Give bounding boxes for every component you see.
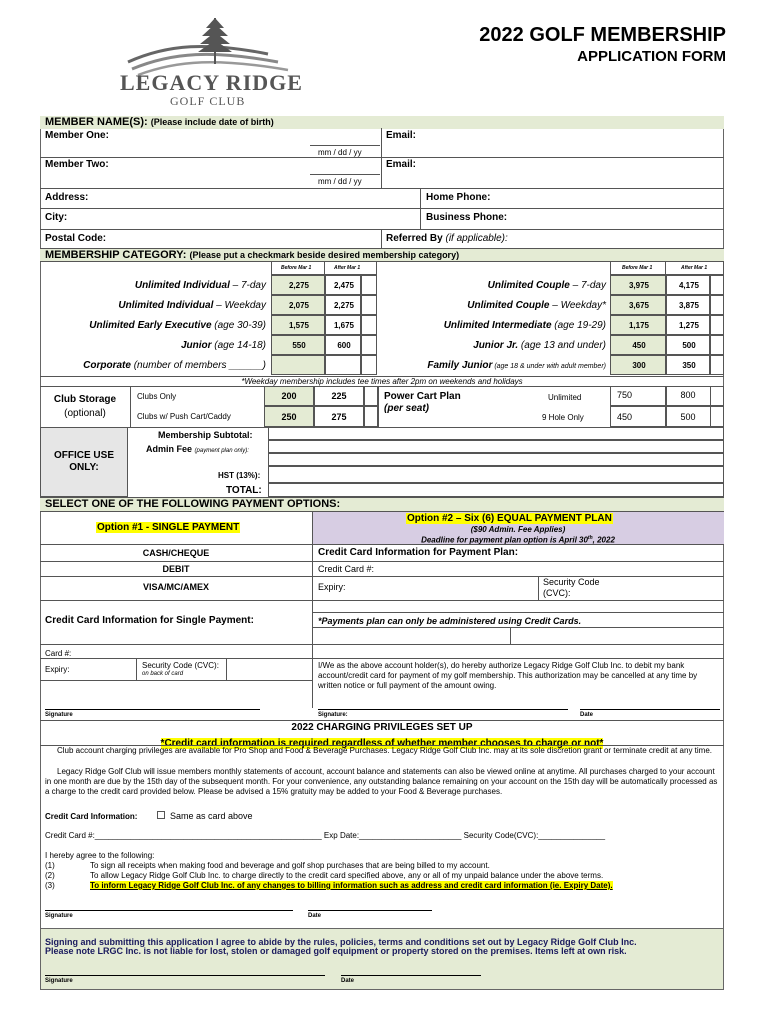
- clubs-push-before: 250: [281, 412, 297, 422]
- member-one-label: Member One:: [45, 130, 109, 141]
- price-cell-after: [666, 335, 710, 355]
- unlimited-before: 750: [617, 390, 633, 400]
- category-label: Unlimited Early Executive (age 30-39): [89, 320, 266, 331]
- same-as-card-checkbox[interactable]: [157, 811, 165, 819]
- price-before: 550: [292, 341, 306, 350]
- price-cell-after: [325, 275, 361, 295]
- page-subtitle: APPLICATION FORM: [577, 48, 726, 65]
- category-checkbox[interactable]: [710, 275, 724, 295]
- category-label: Unlimited Intermediate (age 19-29): [443, 320, 606, 331]
- category-label: Unlimited Couple – 7-day: [487, 280, 606, 291]
- price-before: 2,275: [288, 281, 310, 290]
- security-code-label: Security Code: [543, 577, 600, 587]
- price-cell-after: [325, 295, 361, 315]
- email-label-2: Email:: [386, 159, 417, 170]
- agreement-text: To sign all receipts when making food and beverage and golf shop purchases that are being billed to my account.: [90, 861, 490, 870]
- signature-label-2: Signature:: [318, 712, 348, 718]
- cvc-label: (CVC):: [543, 588, 571, 598]
- price-cell-before: [271, 335, 325, 355]
- price-cell-before: [610, 275, 666, 295]
- category-checkbox[interactable]: [710, 315, 724, 335]
- clubs-push-after: 275: [331, 412, 347, 422]
- page-title: 2022 GOLF MEMBERSHIP: [479, 24, 726, 46]
- after-header-right: After Mar 1: [681, 265, 708, 271]
- category-checkbox[interactable]: [361, 315, 377, 335]
- tree-logo-icon: [118, 14, 318, 76]
- security-code-label-2: Security Code (CVC):: [142, 661, 219, 670]
- category-checkbox[interactable]: [361, 355, 377, 375]
- agree-heading: I hereby agree to the following:: [45, 851, 155, 860]
- price-cell-before: [610, 335, 666, 355]
- category-label: Unlimited Individual – Weekday: [118, 300, 266, 311]
- office-use-only: ONLY:: [69, 462, 99, 473]
- per-seat-label: (per seat): [384, 403, 430, 414]
- category-checkbox[interactable]: [361, 275, 377, 295]
- back-of-card-hint: on back of card: [142, 671, 184, 677]
- power-cart-label: Power Cart Plan: [384, 391, 461, 402]
- category-checkbox[interactable]: [710, 335, 724, 355]
- office-use-label: OFFICE USE: [53, 450, 114, 461]
- member-two-label: Member Two:: [45, 159, 109, 170]
- clubs-only-before: 200: [281, 391, 297, 401]
- category-label: Unlimited Couple – Weekday*: [467, 300, 606, 311]
- payment-section-title: SELECT ONE OF THE FOLLOWING PAYMENT OPTIONS:: [45, 498, 341, 510]
- price-cell-after: [325, 315, 361, 335]
- date-label-2: Date: [308, 913, 322, 919]
- price-before: 1,175: [628, 321, 650, 330]
- category-section-title: MEMBERSHIP CATEGORY: (Please put a checkmark beside desired membership category): [45, 249, 460, 261]
- cc-plan-heading: Credit Card Information for Payment Plan:: [318, 547, 519, 558]
- signature-label-1: Signature: [45, 712, 73, 718]
- charging-paragraph-2: Legacy Ridge Golf Club will issue members monthly statements of account, account balance and statements can also be viewed online at anytime. All purchases charged to your account in one month are due by the 15th day of the subsequent month. For your convenience, any outstanding balance remaining on your account on the 15th day will be automatically processed as a charge to the credit card provided below. Please be advised a 15% gratuity may be added to your Food & Beverage purchases.: [45, 767, 718, 796]
- option-2-label: Option #2 – Six (6) EQUAL PAYMENT PLAN: [407, 513, 612, 524]
- charging-required: *Credit card information is required regardless of whether member chooses to charge or not*: [160, 738, 604, 749]
- price-cell-before: [271, 295, 325, 315]
- cc-number-label: Credit Card #:: [318, 564, 375, 574]
- agreement-text: To inform Legacy Ridge Golf Club Inc. of any changes to billing information such as address and credit card information (ie. Expiry Date).: [90, 881, 613, 890]
- category-label: Family Junior (age 18 & under with adult member): [427, 360, 606, 371]
- agreement-number: (2): [45, 871, 55, 880]
- price-cell-after: [325, 355, 361, 375]
- hst-label: HST (13%):: [218, 471, 261, 480]
- expiry-label: Expiry:: [318, 582, 346, 592]
- address-label: Address:: [45, 192, 89, 203]
- price-before: 450: [632, 341, 646, 350]
- price-before: 2,075: [288, 301, 310, 310]
- category-label: Corporate (number of members ______): [83, 360, 266, 371]
- same-as-card-label: Same as card above: [170, 811, 253, 821]
- cc-single-heading: Credit Card Information for Single Payment:: [45, 615, 254, 626]
- member-section-title: MEMBER NAME(S): (Please include date of birth): [45, 116, 274, 128]
- nine-hole-after: 500: [680, 412, 696, 422]
- price-after: 350: [682, 361, 696, 370]
- category-label: Unlimited Individual – 7-day: [134, 280, 266, 291]
- category-checkbox[interactable]: [710, 295, 724, 315]
- category-checkbox[interactable]: [710, 355, 724, 375]
- before-header-left: Before Mar 1: [281, 265, 312, 271]
- payment-plan-note: *Payments plan can only be administered using Credit Cards.: [318, 616, 582, 626]
- cash-cheque-option[interactable]: CASH/CHEQUE: [142, 548, 210, 558]
- price-before: 1,575: [288, 321, 310, 330]
- agreement-number: (1): [45, 861, 55, 870]
- price-cell-before: [610, 295, 666, 315]
- price-after: 2,275: [333, 301, 355, 310]
- charging-cc-label: Credit Card Information:: [45, 812, 138, 821]
- logo-name: LEGACY RIDGE: [120, 70, 303, 95]
- price-before: 3,675: [628, 301, 650, 310]
- charging-paragraph-1: Club account charging privileges are available for Pro Shop and Food & Beverage Purchases. Legacy Ridge Golf Club Inc. may at its sole discretion grant or terminate credit at any time.: [57, 746, 713, 755]
- clubs-push-label: Clubs w/ Push Cart/Caddy: [137, 412, 231, 421]
- price-cell-after: [325, 335, 361, 355]
- home-phone-label: Home Phone:: [426, 192, 491, 203]
- price-after: 4,175: [678, 281, 700, 290]
- option-2-deadline: Deadline for payment plan option is April 30th, 2022: [421, 535, 615, 545]
- price-after: 2,475: [333, 281, 355, 290]
- price-after: 1,675: [333, 321, 355, 330]
- category-label: Junior Jr. (age 13 and under): [473, 340, 606, 351]
- business-phone-label: Business Phone:: [426, 212, 508, 223]
- price-cell-before: [271, 355, 325, 375]
- logo-sub: GOLF CLUB: [170, 94, 246, 108]
- price-after: 600: [337, 341, 351, 350]
- dob-hint-1: mm / dd / yy: [318, 148, 362, 157]
- price-before: 3,975: [628, 281, 650, 290]
- card-number-label: Card #:: [45, 649, 72, 658]
- option-1-label: Option #1 - SINGLE PAYMENT: [97, 522, 240, 533]
- category-checkbox[interactable]: [361, 335, 377, 355]
- club-storage-label: Club Storage: [53, 394, 117, 405]
- signature-label-3: Signature: [45, 913, 73, 919]
- after-header-left: After Mar 1: [334, 265, 361, 271]
- agreement-number: (3): [45, 881, 55, 890]
- dob-hint-2: mm / dd / yy: [318, 177, 362, 186]
- club-storage-optional: (optional): [64, 408, 106, 419]
- price-cell-after: [666, 295, 710, 315]
- price-cell-before: [610, 355, 666, 375]
- agreement-text: To allow Legacy Ridge Golf Club Inc. to charge directly to the credit card specified above, any or all of my unpaid balance under the above terms.: [90, 871, 604, 880]
- logo: [118, 14, 318, 110]
- price-cell-after: [666, 275, 710, 295]
- price-after: 3,875: [678, 301, 700, 310]
- expiry-label-2: Expiry:: [45, 665, 70, 674]
- nine-hole-label: 9 Hole Only: [542, 413, 584, 422]
- price-after: 500: [682, 341, 696, 350]
- authorization-text: I/We as the above account holder(s), do hereby authorize Legacy Ridge Golf Club Inc. to debit my bank account/credit card for payment of my golf membership. This authorization may be cancelled at any time by written notice or full payment of the amount owing.: [318, 661, 698, 690]
- price-cell-after: [666, 315, 710, 335]
- option-2-fee: ($90 Admin. Fee Applies): [470, 525, 566, 534]
- visa-option[interactable]: VISA/MC/AMEX: [142, 582, 209, 592]
- category-checkbox[interactable]: [361, 295, 377, 315]
- admin-fee-label: Admin Fee (payment plan only):: [146, 444, 249, 454]
- clubs-only-label: Clubs Only: [137, 392, 177, 401]
- charging-title: 2022 CHARGING PRIVILEGES SET UP: [291, 722, 473, 733]
- unlimited-after: 800: [680, 390, 696, 400]
- nine-hole-before: 450: [617, 412, 633, 422]
- price-after: 1,275: [678, 321, 700, 330]
- unlimited-label: Unlimited: [548, 393, 582, 402]
- email-label-1: Email:: [386, 130, 417, 141]
- date-label-3: Date: [341, 978, 355, 984]
- category-label: Junior (age 14-18): [180, 340, 266, 351]
- footer-line-1: Signing and submitting this application I agree to abide by the rules, policies, terms and conditions set out by Legacy Ridge Golf Club Inc.: [45, 937, 637, 947]
- clubs-only-after: 225: [331, 391, 347, 401]
- price-before: 300: [632, 361, 646, 370]
- price-cell-before: [271, 275, 325, 295]
- postal-label: Postal Code:: [45, 233, 107, 244]
- subtotal-label: Membership Subtotal:: [158, 430, 253, 440]
- debit-option[interactable]: DEBIT: [162, 564, 190, 574]
- price-cell-before: [610, 315, 666, 335]
- footer-line-2: Please note LRGC Inc. is not liable for lost, stolen or damaged golf equipment or property stored on the premises. Items left at own risk.: [45, 946, 627, 956]
- weekday-note: *Weekday membership includes tee times after 2pm on weekends and holidays: [241, 377, 523, 386]
- charging-cc-line: Credit Card #:___________________________________________________ Exp Date:_______________________ Security Code(CVC):_______________: [45, 831, 606, 840]
- referred-label: Referred By (if applicable):: [386, 233, 508, 244]
- city-label: City:: [45, 212, 68, 223]
- total-label: TOTAL:: [226, 485, 262, 496]
- signature-label-4: Signature: [45, 978, 73, 984]
- price-cell-after: [666, 355, 710, 375]
- price-cell-before: [271, 315, 325, 335]
- date-label-1: Date: [580, 712, 594, 718]
- before-header-right: Before Mar 1: [622, 265, 653, 271]
